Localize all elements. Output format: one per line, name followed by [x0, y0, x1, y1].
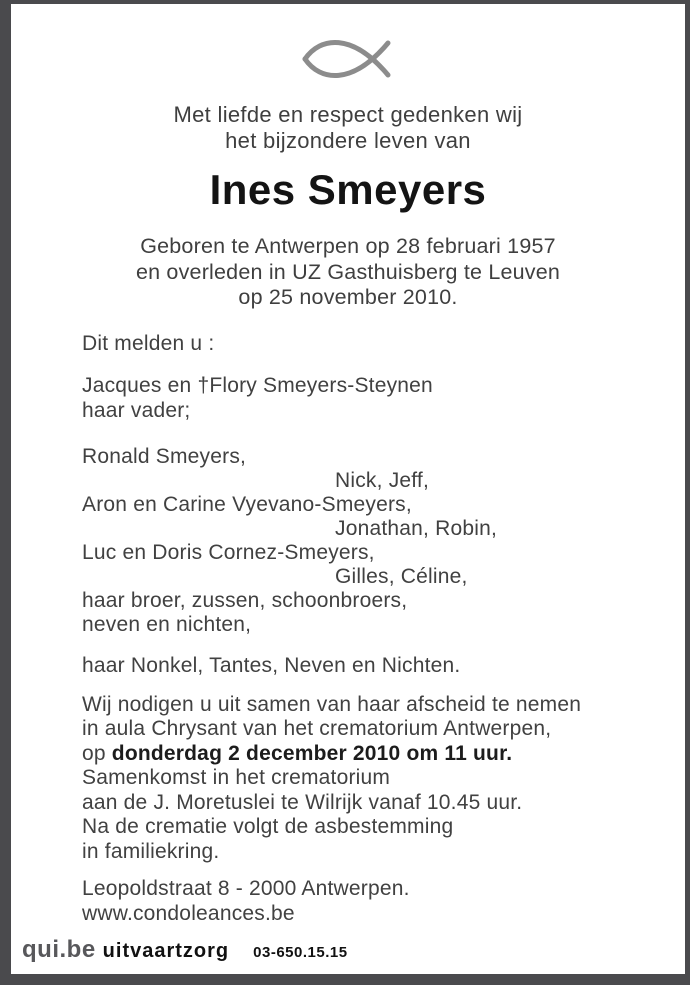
family-block [82, 445, 665, 637]
father-block [82, 374, 665, 423]
service-label: uitvaartzorg [102, 940, 230, 962]
invitation-line-1: Wij nodigen u uit samen van haar afscheid te nemen [82, 692, 582, 716]
relatives-line: haar Nonkel, Tantes, Neven en Nichten. [82, 654, 461, 677]
invitation-line-7: in familiekring. [82, 839, 220, 863]
ceremony-date-bold: donderdag 2 december 2010 om 11 uur. [111, 741, 513, 765]
announcement-line: Dit melden u : [82, 331, 215, 355]
ceremony-date-prefix: op [82, 741, 112, 765]
deceased-name: Ines Smeyers [209, 166, 487, 213]
invitation-line-5: aan de J. Moretuslei te Wilrijk vanaf 10.45 uur. [82, 790, 523, 814]
invitation-line-4: Samenkomst in het crematorium [82, 766, 391, 789]
father-name-line: Jacques en †Flory Smeyers-Steynen [82, 374, 433, 397]
intro-text [11, 102, 685, 154]
birth-line: Geboren te Antwerpen op 28 februari 1957 [140, 234, 556, 258]
family-line: Ronald Smeyers, [82, 445, 247, 468]
body-column [11, 332, 685, 927]
intro-line-1: Met liefde en respect gedenken wij [173, 102, 523, 127]
invitation-line-6: Na de crematie volgt de asbestemming [82, 815, 454, 838]
family-line-indented: Nick, Jeff, [335, 469, 430, 492]
invitation-block [82, 693, 665, 865]
ichthys-fish-icon [302, 75, 394, 92]
ceremony-date-line [82, 742, 665, 767]
family-relation-line: neven en nichten, [82, 613, 252, 636]
death-place-line: en overleden in UZ Gasthuisberg te Leuven [135, 259, 561, 284]
invitation-line-2: in aula Chrysant van het crematorium Antwerpen, [82, 717, 552, 740]
street-address-line: Leopoldstraat 8 - 2000 Antwerpen. [82, 877, 410, 900]
death-date-line: op 25 november 2010. [238, 285, 458, 309]
quibe-brand-logo: qui.be [22, 936, 96, 963]
family-relation-line: haar broer, zussen, schoonbroers, [82, 589, 408, 612]
funeral-home-footer [22, 936, 348, 970]
life-dates [11, 234, 685, 311]
family-line-indented: Gilles, Céline, [335, 565, 468, 588]
father-relation-line: haar vader; [82, 398, 191, 422]
phone-number: 03-650.15.15 [253, 944, 348, 961]
intro-line-2: het bijzondere leven van [225, 128, 471, 153]
family-line-indented: Jonathan, Robin, [335, 517, 497, 540]
family-line: Luc en Doris Cornez-Smeyers, [82, 541, 375, 564]
family-line: Aron en Carine Vyevano-Smeyers, [82, 493, 412, 516]
address-block [82, 877, 665, 926]
memorial-card-page [11, 4, 685, 974]
condolence-website-line: www.condoleances.be [82, 901, 295, 925]
fish-symbol-wrap [11, 4, 685, 88]
